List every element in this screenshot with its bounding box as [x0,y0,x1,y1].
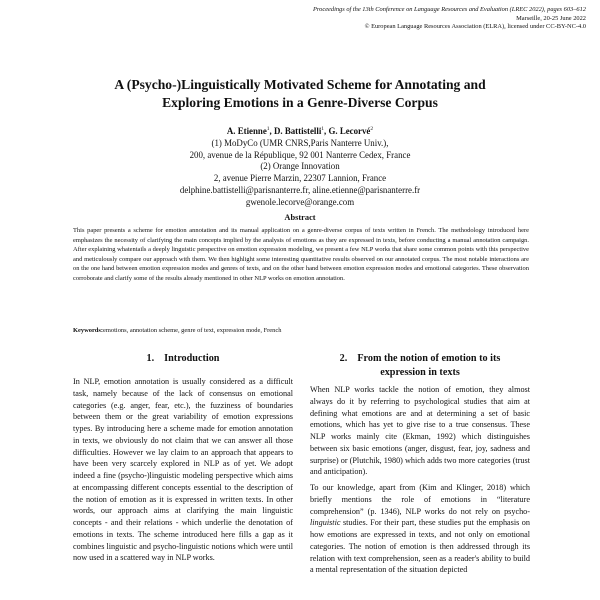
author-emails: delphine.battistelli@parisnanterre.fr, aline.etienne@parisnanterre.fr [179,184,421,195]
title-line-2: Exploring Emotions in a Genre-Diverse Corpus [162,94,438,110]
author-lecorve: G. Lecorvé [328,126,371,136]
paper-title [40,76,560,111]
conference-header [166,6,586,32]
affiliation-line: (2) Orange Innovation [260,161,340,172]
intro-paragraph: In NLP, emotion annotation is usually considered as a difficult task, namely because of the lack of consensus on emotional categories (e.g. anger, fear, etc.), the fuzziness of boundaries between them or the great variability of emotion expressions types. By introducing here a scheme made for emotion annotation in texts, we obviously do not claim that we can answer all those difficulties. However we lay claim to an approach that appears to have been very scarcely explored in NLP as of yet. We adopt indeed a fine (psycho-)linguistic modeling perspective which aims at encompassing different concepts essential to the description of the notion of emotion as it is expressed in written texts. In other words, our approach aims at clarifying the main linguistic concepts - and their relations - which underlie the denotation of emotions in texts. The scheme introduced here fills a gap as it combines linguistic and psycho-linguistic notions which were until now used in a scattered way in NLP works. [73,377,293,563]
title-line-1: A (Psycho-)Linguistically Motivated Scheme for Annotating and [114,77,486,92]
keywords-list: emotions, annotation scheme, genre of text, expression mode, French [103,327,282,334]
keywords [73,326,529,335]
author-battistelli: D. Battistelli [273,126,322,136]
abstract-heading: Abstract [284,213,316,222]
section-1-heading: 1. Introduction [146,353,220,364]
author-block [60,124,540,209]
abstract-text: This paper presents a scheme for emotion annotation and its manual application on a genre-diverse corpus of texts written in French. The methodology introduced here emphasizes the necessity of clarifying the main concepts implied by the analysis of emotions as they are expressed in texts, before conducting a manual annotation campaign. After explaining whatentails a deeply linguistic perspective on emotion expression modeling, we present a few NLP works that share some common points with this perspective and meticulously compare our approach with them. We then highlight some interesting quantitative results observed on our annotated corpus. The most notable interactions are on the one hand between emotion expression modes and genres of texts, and on the other hand between emotion expression modes and emotional categories. These observation corroborate and clarify some of the results already mentioned in other NLP works on emotion annotation. [73,227,529,282]
author-emails: gwenole.lecorve@orange.com [245,196,355,207]
affiliation-line: (1) MoDyCo (UMR CNRS,Paris Nanterre Univ.), [211,137,389,148]
proceedings-line: Proceedings of the 13th Conference on Language Resources and Evaluation (LREC 2022), pages 603–612 [313,6,586,13]
author-etienne: A. Etienne [226,126,267,136]
section-2-heading: 2. From the notion of emotion to its expression in texts [339,353,501,378]
section-2-paragraph-1: When NLP works tackle the notion of emotion, they almost always do it by referring to psychological studies that aim at defining what emotions are and at determining a set of basic emotions, which has yet to give rise to a true consensus. These NLP works mainly cite (Ekman, 1992) which distinguishes between six basic emotions (anger, disgust, fear, joy, sadness and surprise) or (Plutchik, 1980) which adds two more categories (trust and anticipation). [310,385,530,477]
keywords-label: Keywords: [73,327,104,334]
left-column [73,376,293,568]
affiliation-line: 2, avenue Pierre Marzin, 22307 Lannion, France [213,173,387,184]
section-2-paragraph-2: To our knowledge, apart from (Kim and Klinger, 2018) which briefly mentions the role of emotions in “literature comprehension” (p. 1346), NLP works do not rely on psycho-linguistic studies. For their part, these studies put the emphasis on how emotions are expressed in texts, and not only on emotional categories. The notion of emotion is then addressed through its relation with text comprehension, seen as a reader's ability to build a mental representation of the situation depicted [310,483,530,575]
affiliation-line: 200, avenue de la République, 92 001 Nanterre Cedex, France [189,149,411,160]
right-column [310,384,530,580]
license-line: © European Language Resources Association (ELRA), licensed under CC-BY-NC-4.0 [364,23,586,31]
venue-date-line: Marseille, 20-25 June 2022 [516,14,586,22]
author-names: A. Etienne$^1$, D. Battistelli$^1$, G. Lecorvé$^2$ [226,126,374,136]
